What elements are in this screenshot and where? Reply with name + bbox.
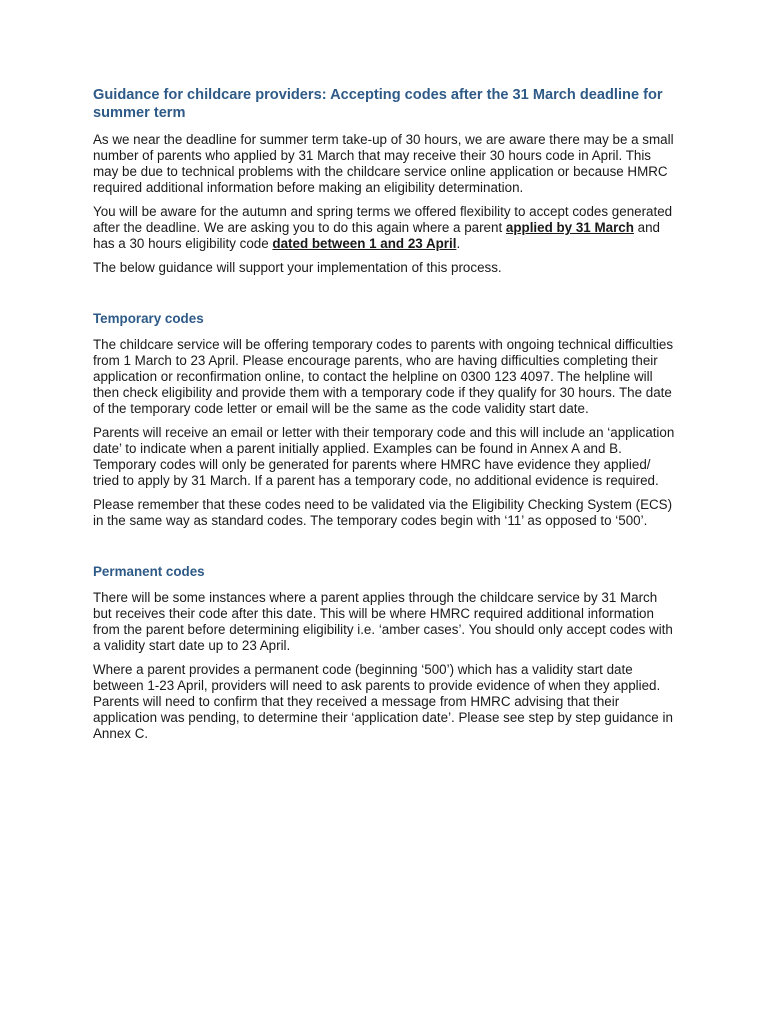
page-title: Guidance for childcare providers: Accepting codes after the 31 March deadline for summer term <box>93 87 663 121</box>
intro-paragraph-1: As we near the deadline for summer term take-up of 30 hours, we are aware there may be a small number of parents who applied by 31 March that may receive their 30 hours code in April. This may be due to technical problems with the childcare service online application or because HMRC required additional information before making an eligibility determination. <box>93 132 674 195</box>
intro-p2-text-c: and has a 30 hours eligibility code <box>93 220 660 251</box>
permanent-paragraph-2: Where a parent provides a permanent code (beginning ‘500’) which has a validity start date between 1-23 April, providers will need to ask parents to provide evidence of when they applied. Parents will need to confirm that they received a message from HMRC advising that their application was pending, to determine their ‘application date’. Please see step by step guidance in Annex C. <box>93 662 673 741</box>
intro-p2-text-a: You will be aware for the autumn and spring terms we offered flexibility to accept codes generated after the deadline. We are asking you to do this again where a parent <box>93 204 673 235</box>
permanent-paragraph-1: There will be some instances where a parent applies through the childcare service by 31 March but receives their code after this date. This will be where HMRC required additional information from the parent before determining eligibility i.e. ‘amber cases’. You should only accept codes with a validity start date up to 23 April. <box>93 590 673 653</box>
temporary-codes-heading: Temporary codes <box>93 311 204 326</box>
document-page <box>93 86 678 750</box>
temporary-paragraph-3: Please remember that these codes need to be validated via the Eligibility Checking System (ECS) in the same way as standard codes. The temporary codes begin with ‘11’ as opposed to ‘500’. <box>93 497 673 528</box>
section-spacer <box>93 537 678 563</box>
permanent-codes-heading: Permanent codes <box>93 564 205 579</box>
intro-paragraph-2 <box>93 204 678 252</box>
temporary-paragraph-2: Parents will receive an email or letter with their temporary code and this will include an ‘application date’ to indicate when a parent initially applied. Examples can be found in Annex A and B. Temporary codes will only be generated for parents where HMRC have evidence they applied/ tried to apply by 31 March. If a parent has a temporary code, no additional evidence is required. <box>93 425 675 488</box>
intro-p2-text-e: . <box>456 236 461 251</box>
dated-between-emphasis: dated between 1 and 23 April <box>272 236 457 251</box>
temporary-paragraph-1: The childcare service will be offering temporary codes to parents with ongoing technical difficulties from 1 March to 23 April. Please encourage parents, who are having difficulties completing their application or reconfirmation online, to contact the helpline on 0300 123 4097. The helpline will then check eligibility and provide them with a temporary code if they qualify for 30 hours. The date of the temporary code letter or email will be the same as the code validity start date. <box>93 337 674 416</box>
section-spacer <box>93 284 678 310</box>
applied-by-emphasis: applied by 31 March <box>505 220 634 235</box>
intro-paragraph-3: The below guidance will support your implementation of this process. <box>93 260 502 275</box>
